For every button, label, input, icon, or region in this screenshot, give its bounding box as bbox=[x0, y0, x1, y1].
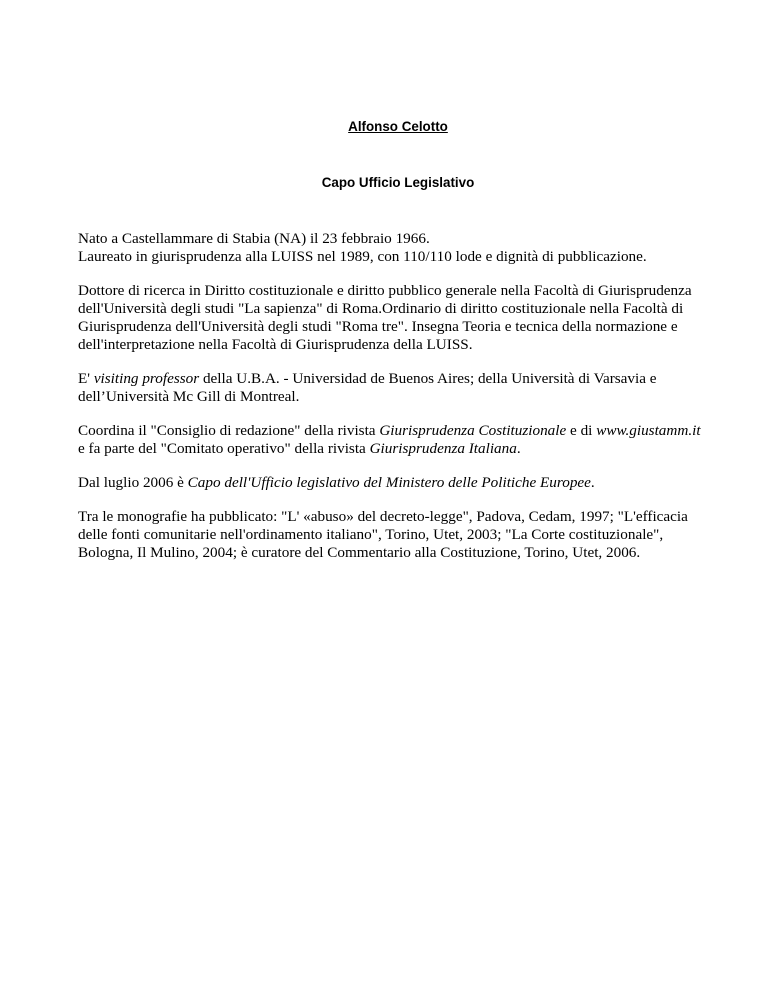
text-line: Bologna, Il Mulino, 2004; è curatore del Commentario alla Costituzione, Torino, Utet, 2006. bbox=[78, 544, 641, 561]
text-run: . bbox=[590, 474, 595, 491]
bio-paragraph-academic bbox=[78, 282, 718, 354]
text-line: dell’Università Mc Gill di Montreal. bbox=[78, 388, 300, 405]
website-reference: www.giustamm.it bbox=[596, 422, 701, 439]
job-title: Capo Ufficio Legislativo bbox=[321, 175, 475, 190]
bio-paragraph-current-role bbox=[78, 474, 718, 492]
text-line: Laureato in giurisprudenza alla LUISS nel 1989, con 110/110 lode e dignità di pubblicazione. bbox=[78, 248, 647, 265]
text-run: della U.B.A. - Universidad de Buenos Aires; della Università di Varsavia e bbox=[199, 370, 657, 387]
text-run: Dal luglio 2006 è bbox=[78, 474, 188, 491]
italic-run: visiting professor bbox=[93, 370, 200, 387]
text-run: . bbox=[516, 440, 521, 457]
person-name: Alfonso Celotto bbox=[348, 119, 448, 134]
text-line: Tra le monografie ha pubblicato: "L' «abuso» del decreto-legge", Padova, Cedam, 1997; "L'efficacia bbox=[78, 508, 688, 525]
bio-paragraph-publications bbox=[78, 508, 718, 562]
text-run: e fa parte del "Comitato operativo" della rivista bbox=[78, 440, 370, 457]
text-line: Giurisprudenza dell'Università degli studi "Roma tre". Insegna Teoria e tecnica della normazione e bbox=[78, 318, 678, 335]
italic-run: Capo dell'Ufficio legislativo del Ministero delle Politiche Europee bbox=[187, 474, 591, 491]
text-run: Coordina il "Consiglio di redazione" della rivista bbox=[78, 422, 380, 439]
bio-paragraph-visiting bbox=[78, 370, 718, 406]
text-line bbox=[78, 474, 718, 492]
document-page bbox=[78, 118, 718, 562]
text-run: e di bbox=[566, 422, 597, 439]
text-line: Dottore di ricerca in Diritto costituzionale e diritto pubblico generale nella Facoltà di Giurisprudenza bbox=[78, 282, 692, 299]
text-line: delle fonti comunitarie nell'ordinamento italiano", Torino, Utet, 2003; "La Corte costituzionale", bbox=[78, 526, 664, 543]
text-line: Nato a Castellammare di Stabia (NA) il 23 febbraio 1966. bbox=[78, 230, 430, 247]
italic-run: Giurisprudenza Costituzionale bbox=[379, 422, 567, 439]
bio-paragraph-birth-degree bbox=[78, 230, 718, 266]
text-run: E' bbox=[78, 370, 94, 387]
italic-run: Giurisprudenza Italiana bbox=[369, 440, 517, 457]
text-line: dell'interpretazione nella Facoltà di Giurisprudenza della LUISS. bbox=[78, 336, 473, 353]
text-line bbox=[78, 422, 718, 440]
text-line bbox=[78, 370, 718, 388]
text-line: dell'Università degli studi "La sapienza" di Roma.Ordinario di diritto costituzionale nella Facoltà di bbox=[78, 300, 684, 317]
text-line bbox=[78, 440, 718, 458]
bio-paragraph-editorial bbox=[78, 422, 718, 458]
